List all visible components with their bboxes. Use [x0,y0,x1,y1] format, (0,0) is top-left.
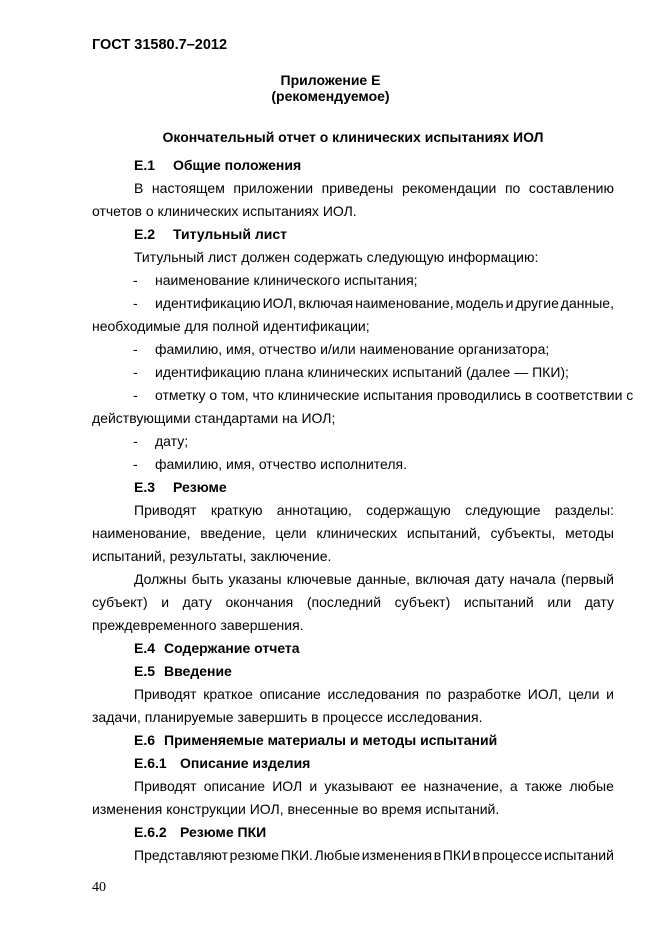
section-number: Е.4 [134,640,156,656]
word: субъект) [394,594,451,610]
word: описание [259,686,321,702]
word: по [504,180,521,196]
section-number: Е.5 [134,663,156,679]
page-number: 40 [92,880,106,895]
list-item: отметку о том, что клинические испытания проводились в соответствии с [155,387,634,403]
word: следующие [465,502,541,518]
word: данные, [560,295,614,311]
word: дату [182,594,212,610]
list-bullet: - [133,433,138,449]
list-item: наименование клинического испытания; [155,272,418,288]
word: резюме [229,847,280,863]
word: и [161,594,170,610]
word: а [509,778,518,794]
word: или [547,594,572,610]
word: изменения [361,847,433,863]
word: содержащую [366,502,451,518]
paragraph-line: Титульный лист должен содержать следующую информацию: [134,249,539,265]
appendix-type: (рекомендуемое) [271,88,390,104]
word: ее [400,778,417,794]
word: краткое [203,686,253,702]
list-bullet: - [133,387,138,403]
word: (первый [560,571,614,587]
section-heading-e3 [134,479,227,495]
paragraph-line [134,778,614,794]
word: по [425,686,442,702]
section-title: Применяемые материалы и методы испытаний [164,732,498,748]
section-heading-e1 [134,157,301,173]
word: процессе [481,847,543,863]
word: испытаний, [406,525,481,541]
word: назначение, [423,778,503,794]
word: ИОЛ, [527,686,562,702]
section-number: Е.6.2 [134,824,167,840]
list-bullet: - [133,341,138,357]
word: краткую [210,502,263,518]
section-title: Резюме [173,479,227,495]
word: ключевые [286,571,352,587]
section-number: Е.6.1 [134,755,167,771]
paragraph-line [134,571,614,587]
word: окончания [225,594,294,610]
word: быть [191,571,224,587]
word: настоящем [151,180,225,196]
paragraph-line: преждевременного завершения. [92,617,304,633]
word: данные, [356,571,411,587]
paragraph-line: испытаний, результаты, заключение. [92,548,332,564]
list-item: фамилию, имя, отчество исполнителя. [155,456,407,472]
word: В [134,180,144,196]
section-number: Е.6 [134,732,156,748]
section-title: Титульный лист [173,226,287,242]
list-item-continuation: действующими стандартами на ИОЛ; [92,410,336,426]
word: ПКИ. [280,847,313,863]
word: клинических [316,525,398,541]
section-heading-e62 [134,824,266,840]
word: Представляют [134,847,229,863]
word: указывают [324,778,394,794]
section-title: Описание изделия [180,755,311,771]
word: испытаний [463,594,534,610]
word: и [606,686,614,702]
word: приложении [233,180,314,196]
list-bullet: - [133,272,138,288]
list-item: фамилию, имя, отчество и/или наименование организатора; [155,341,550,357]
list-item [155,295,614,311]
list-item: дату; [155,433,189,449]
word: Приводят [134,778,197,794]
paragraph-line [134,180,614,196]
word: разделы: [554,502,614,518]
section-title: Содержание отчета [164,640,300,656]
word: указаны [228,571,282,587]
paragraph-line [92,525,614,541]
paragraph-line [134,502,614,518]
word: цели [568,686,600,702]
section-heading-e61 [134,755,310,771]
word: ИОЛ, [262,295,297,311]
paragraph-line: задачи, планируемые завершить в процессе исследования. [92,709,483,725]
paragraph-line [134,686,614,702]
word: включая [415,571,470,587]
word: начала [509,571,556,587]
word: испытаний [544,847,614,863]
word: дату [584,594,614,610]
word: аннотацию, [276,502,352,518]
word: составлению [528,180,614,196]
word: в [472,847,481,863]
word: рекомендации [401,180,497,196]
word: исследования [327,686,420,702]
word: любые [569,778,614,794]
section-heading-e4 [134,640,300,656]
word: идентификацию [155,295,261,311]
section-heading-e2 [134,226,287,242]
list-item: идентификацию плана клинических испытаний (далее — ПКИ); [155,364,569,380]
word: также [524,778,563,794]
word: другие [515,295,559,311]
word: Должны [134,571,187,587]
word: в [433,847,442,863]
word: введение, [200,525,266,541]
word: наименование, [355,295,454,311]
word: разработке [447,686,522,702]
list-bullet: - [133,364,138,380]
word: приведены [321,180,394,196]
word: и [309,778,318,794]
word: и [505,295,514,311]
word: субъект) [92,594,148,610]
paragraph-line [134,847,614,863]
standard-header: ГОСТ 31580.7–2012 [92,37,228,53]
section-number: Е.2 [134,226,156,242]
paragraph-line: изменения конструкции ИОЛ, внесенные во время испытаний. [92,801,500,817]
word: субъекты, [490,525,556,541]
word: дату [475,571,505,587]
word: Приводят [134,686,197,702]
section-title: Резюме ПКИ [180,824,267,840]
section-heading-e5 [134,663,232,679]
paragraph-line: отчетов о клинических испытаниях ИОЛ. [92,203,357,219]
list-bullet: - [133,295,138,311]
word: Приводят [134,502,197,518]
word: описание [203,778,266,794]
word: модель [455,295,504,311]
section-number: Е.1 [134,157,156,173]
list-bullet: - [133,456,138,472]
word: (последний [306,594,382,610]
word: методы [565,525,614,541]
section-heading-e6 [134,732,497,748]
document-title: Окончательный отчет о клинических испытаниях ИОЛ [162,129,544,145]
section-number: Е.3 [134,479,156,495]
word: включая [298,295,354,311]
section-title: Общие положения [173,157,302,173]
appendix-label: Приложение Е [280,72,381,88]
word: Любые [314,847,361,863]
word: наименование, [92,525,191,541]
word: ИОЛ [272,778,303,794]
section-title: Введение [164,663,232,679]
paragraph-line [92,594,614,610]
word: ПКИ [442,847,472,863]
word: цели [275,525,307,541]
list-item-continuation: необходимые для полной идентификации; [92,318,370,334]
